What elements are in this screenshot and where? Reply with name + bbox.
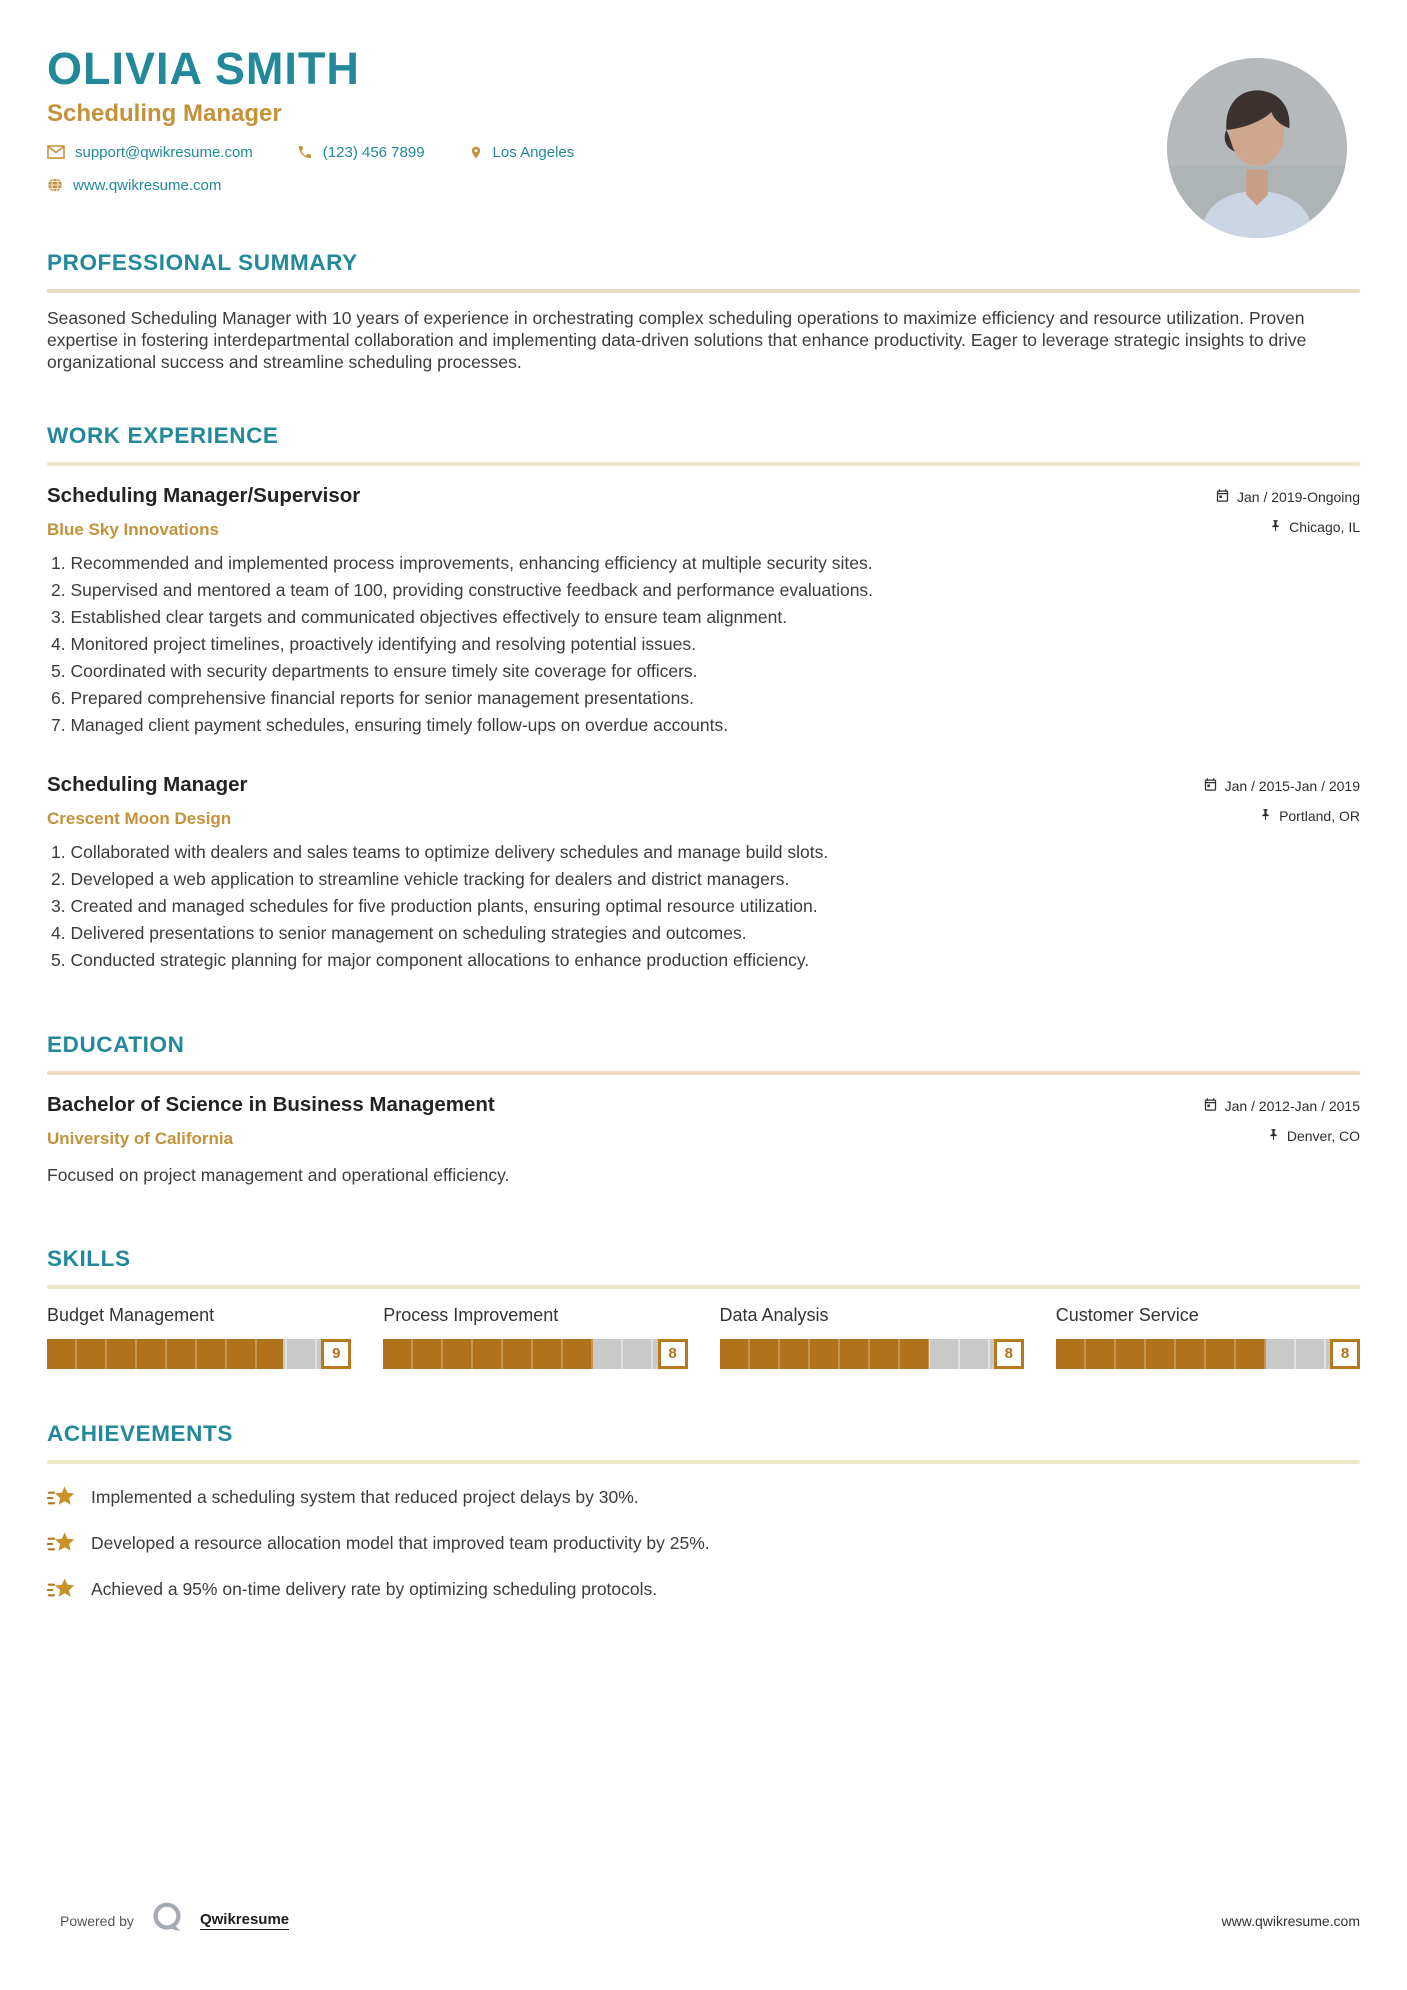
summary-heading: PROFESSIONAL SUMMARY [47,249,358,275]
skill-bar-fill [383,1339,593,1369]
job-bullet: 2. Developed a web application to streamline vehicle tracking for dealers and district managers. [51,870,1360,889]
skill-level-badge: 8 [994,1339,1024,1369]
qwikresume-logo [148,1899,186,1942]
header [47,44,1360,194]
job-bullet: 2. Supervised and mentored a team of 100, providing constructive feedback and performance evaluations. [51,581,1360,600]
job-title: Scheduling Manager [47,772,248,796]
achievements-divider [47,1460,1360,1464]
job-dates [1215,488,1360,506]
achievements-heading: ACHIEVEMENTS [47,1420,233,1446]
achievements-list [47,1484,1360,1604]
job-bullet: 3. Established clear targets and communicated objectives effectively to ensure team alignment. [51,608,1360,627]
phone-item[interactable] [297,144,425,161]
job-title: Scheduling Manager/Supervisor [47,483,361,507]
achievement-star-icon [47,1484,77,1512]
job-bullet: 5. Coordinated with security departments to ensure timely site coverage for officers. [51,662,1360,681]
achievement-text: Implemented a scheduling system that reduced project delays by 30%. [91,1487,639,1507]
footer [60,1899,1360,1942]
skill-level-badge: 9 [321,1339,351,1369]
education-divider [47,1071,1360,1075]
calendar-icon [1215,488,1230,506]
skill-level-badge: 8 [1330,1339,1360,1369]
location-pin-icon [469,144,483,161]
phone-icon [297,144,313,160]
job-location [1203,807,1360,825]
job-bullet: 7. Managed client payment schedules, ensuring timely follow-ups on overdue accounts. [51,716,1360,735]
skill-bar [720,1339,1024,1369]
skill-bar-fill [720,1339,930,1369]
job-dates-text: Jan / 2019-Ongoing [1237,488,1360,505]
section-professional-summary [47,250,1360,373]
globe-icon [47,177,63,193]
job-location [1215,518,1360,536]
job-bullet: 4. Monitored project timelines, proactively identifying and resolving potential issues. [51,635,1360,654]
skill-label: Data Analysis [719,1304,829,1325]
education-location [1203,1127,1360,1145]
job-bullet: 1. Recommended and implemented process improvements, enhancing efficiency at multiple security sites. [51,554,1360,573]
skills-grid [47,1305,1360,1369]
education-description: Focused on project management and operational efficiency. [47,1164,510,1185]
achievement-item [47,1484,1360,1512]
summary-text: Seasoned Scheduling Manager with 10 years of experience in orchestrating complex scheduling operations to maximize efficiency and resource utilization. Proven expertise in fostering interdepartmental collaboration and implementing data-driven solutions that enhance productivity. Eager to leverage strategic insights to drive organizational success and streamline scheduling processes. [47,307,1307,372]
degree-title: Bachelor of Science in Business Management [47,1092,495,1116]
qwikresume-brand-link[interactable]: Qwikresume [199,1911,290,1928]
job-bullet-list [47,843,1360,970]
section-education [47,1032,1360,1186]
job-bullet: 5. Conducted strategic planning for major component allocations to enhance production efficiency. [51,951,1360,970]
section-skills [47,1246,1360,1369]
job-bullet: 4. Delivered presentations to senior management on scheduling strategies and outcomes. [51,924,1360,943]
job-entry-2 [47,773,1360,970]
education-heading: EDUCATION [47,1031,185,1057]
achievement-text: Developed a resource allocation model that improved team productivity by 25%. [91,1533,710,1553]
contact-row-2 [47,177,1360,194]
achievement-item [47,1530,1360,1558]
email-text: support@qwikresume.com [75,143,253,161]
phone-text: (123) 456 7899 [322,143,425,161]
footer-website: www.qwikresume.com [1221,1912,1360,1929]
section-work-experience [47,423,1360,970]
job-company: Crescent Moon Design [47,808,232,828]
contact-row-1 [47,144,1360,161]
education-dates-text: Jan / 2012-Jan / 2015 [1224,1097,1360,1114]
skill-data-analysis [720,1305,1024,1369]
calendar-icon [1203,1097,1218,1115]
pushpin-icon [1267,1127,1280,1145]
achievement-star-icon [47,1576,77,1604]
job-company: Blue Sky Innovations [47,519,219,539]
job-entry-1 [47,484,1360,735]
skill-level-badge: 8 [658,1339,688,1369]
job-location-text: Portland, OR [1279,807,1360,824]
skill-customer-service [1056,1305,1360,1369]
skill-process-improvement [383,1305,687,1369]
profile-photo [1167,58,1347,238]
profile-photo-image [1167,58,1347,238]
skill-bar-fill [47,1339,283,1369]
skill-label: Customer Service [1055,1304,1199,1325]
skills-heading: SKILLS [47,1245,131,1271]
location-item [469,144,575,161]
location-text: Los Angeles [492,143,575,161]
job-bullet: 6. Prepared comprehensive financial reports for senior management presentations. [51,689,1360,708]
work-divider [47,462,1360,466]
section-achievements [47,1421,1360,1604]
skill-budget-management [47,1305,351,1369]
education-location-text: Denver, CO [1286,1127,1360,1144]
skill-label: Process Improvement [383,1304,559,1325]
website-item[interactable] [47,177,221,194]
work-heading: WORK EXPERIENCE [47,422,279,448]
pushpin-icon [1259,807,1272,825]
pushpin-icon [1269,518,1282,536]
website-text: www.qwikresume.com [73,176,222,194]
achievement-item [47,1576,1360,1604]
calendar-icon [1203,777,1218,795]
candidate-name: OLIVIA SMITH [47,43,360,94]
job-dates [1203,777,1360,795]
education-dates [1203,1097,1360,1115]
skill-bar [383,1339,687,1369]
job-bullet: 3. Created and managed schedules for five production plants, ensuring optimal resource utilization. [51,897,1360,916]
skill-bar-fill [1056,1339,1266,1369]
job-bullet: 1. Collaborated with dealers and sales teams to optimize delivery schedules and manage build slots. [51,843,1360,862]
powered-by-label: Powered by [60,1912,134,1929]
school-name: University of California [47,1128,234,1148]
email-item[interactable] [47,144,253,161]
job-dates-text: Jan / 2015-Jan / 2019 [1224,777,1360,794]
skill-label: Budget Management [47,1304,215,1325]
achievement-text: Achieved a 95% on-time delivery rate by optimizing scheduling protocols. [91,1579,658,1599]
summary-divider [47,289,1360,293]
job-bullet-list [47,554,1360,735]
achievement-star-icon [47,1530,77,1558]
skill-bar [1056,1339,1360,1369]
candidate-title: Scheduling Manager [47,99,282,127]
job-location-text: Chicago, IL [1289,518,1360,535]
email-icon [47,145,65,159]
skill-bar [47,1339,351,1369]
skills-divider [47,1285,1360,1289]
